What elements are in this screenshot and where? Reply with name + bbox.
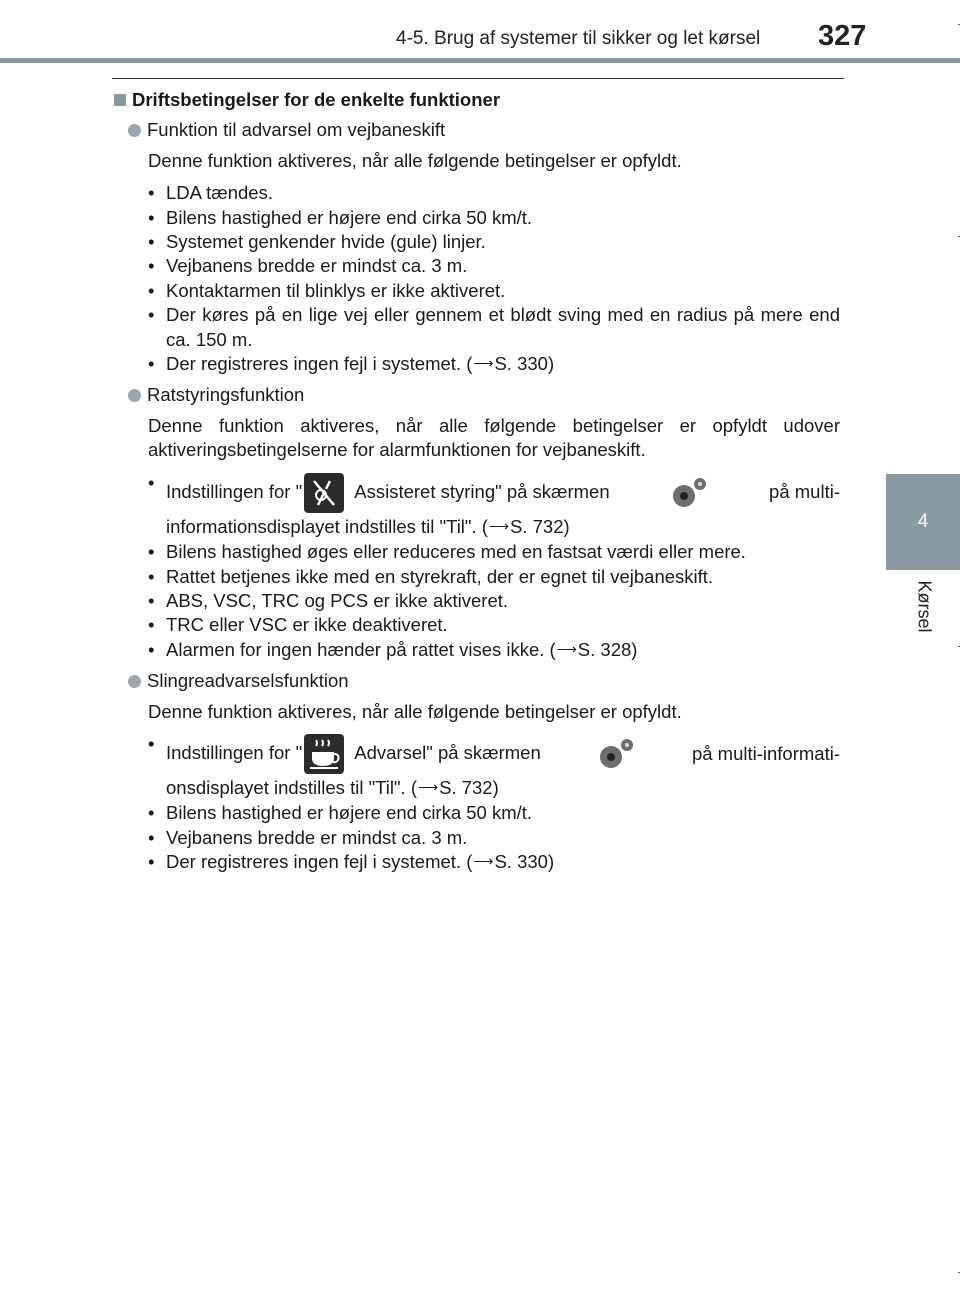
condition-item: • Kontaktarmen til blinklys er ikke aktiveret. <box>112 279 840 303</box>
condition-item: • Systemet genkender hvide (gule) linjer. <box>112 230 840 254</box>
condition-text: på multi- <box>769 481 840 503</box>
chapter-label-text: Kørsel <box>914 579 935 633</box>
section-heading <box>112 88 840 112</box>
icon-condition-line <box>166 732 840 776</box>
arrow-icon: ⟶ <box>488 517 509 534</box>
main-content <box>112 88 840 882</box>
round-bullet-icon <box>128 124 141 137</box>
header-bar <box>0 58 960 63</box>
condition-text: informationsdisplayet indstilles til "Til". ( <box>166 515 488 537</box>
arrow-icon: ⟶ <box>473 853 494 870</box>
round-bullet-icon <box>128 389 141 402</box>
function-title <box>128 669 840 693</box>
content-rule <box>112 78 844 79</box>
condition-item: • Rattet betjenes ikke med en styrekraft, der er egnet til vejbaneskift. <box>112 565 840 589</box>
arrow-icon: ⟶ <box>417 778 439 795</box>
page-reference-link[interactable]: S. 330 <box>494 353 548 375</box>
condition-text: • Indstillingen for " Assisteret styring" på skærmen <box>166 473 610 513</box>
condition-item <box>112 850 840 875</box>
icon-condition-line <box>166 471 840 515</box>
condition-text: Der registreres ingen fejl i systemet. ( <box>166 353 473 375</box>
condition-text: ) <box>631 638 638 660</box>
condition-item: • TRC eller VSC er ikke deaktiveret. <box>112 613 840 637</box>
function-description: Denne funktion aktiveres, når alle følgende betingelser er opfyldt. <box>148 149 682 171</box>
condition-text: Der registreres ingen fejl i systemet. ( <box>166 851 473 873</box>
condition-list <box>112 181 840 377</box>
page-reference-link[interactable]: S. 330 <box>494 851 548 873</box>
condition-item: • ABS, VSC, TRC og PCS er ikke aktiveret. <box>112 589 840 613</box>
condition-text: Alarmen for ingen hænder på rattet vises ikke. ( <box>166 638 556 660</box>
gear-icon <box>666 472 712 514</box>
page-reference-link[interactable]: S. 732 <box>510 515 564 537</box>
gear-icon <box>593 733 639 775</box>
condition-text: ) <box>547 851 555 873</box>
section-heading-text: Driftsbetingelser for de enkelte funktioner <box>132 89 501 110</box>
condition-item: • Vejbanens bredde er mindst ca. 3 m. <box>112 254 840 278</box>
square-bullet-icon <box>114 94 126 106</box>
condition-list <box>112 471 840 663</box>
condition-item: • Bilens hastighed øges eller reduceres med en fastsat værdi eller mere. <box>112 540 840 564</box>
condition-item <box>112 732 840 801</box>
round-bullet-icon <box>128 675 141 688</box>
function-description: Denne funktion aktiveres, når alle følgende betingelser er opfyldt udover aktiveringsbetingelserne for alarmfunktionen for vejbaneskift. <box>148 414 840 461</box>
condition-text: • Indstillingen for " Advarsel" på skærmen <box>166 734 541 774</box>
coffee-cup-icon <box>304 734 344 774</box>
function-title-text: Funktion til advarsel om vejbaneskift <box>147 119 446 141</box>
condition-text: ) <box>492 776 499 798</box>
function-title <box>128 118 840 142</box>
chapter-number: 4 <box>917 511 929 532</box>
arrow-icon: ⟶ <box>473 355 494 372</box>
steering-assist-icon <box>304 473 344 513</box>
condition-item <box>112 352 840 377</box>
condition-item: • LDA tændes. <box>112 181 840 205</box>
condition-text: på multi-informati- <box>691 742 840 764</box>
icon-condition-row <box>166 733 840 775</box>
function-title-text: Ratstyringsfunktion <box>147 384 305 406</box>
function-title-text: Slingreadvarselsfunktion <box>147 670 349 692</box>
icon-condition-row <box>166 472 840 514</box>
condition-text: ) <box>563 515 570 537</box>
function-description: Denne funktion aktiveres, når alle følgende betingelser er opfyldt. <box>148 700 682 722</box>
condition-item: • Bilens hastighed er højere end cirka 50 km/t. <box>112 206 840 230</box>
page-reference-link[interactable]: S. 732 <box>439 776 493 798</box>
condition-item: • Vejbanens bredde er mindst ca. 3 m. <box>112 826 840 850</box>
condition-item: • Bilens hastighed er højere end cirka 50 km/t. <box>112 801 840 825</box>
condition-item <box>112 638 840 663</box>
page-number: 327 <box>818 20 867 52</box>
condition-text: ) <box>547 353 555 375</box>
chapter-tab <box>886 474 960 570</box>
header-title: 4-5. Brug af systemer til sikker og let kørsel <box>396 28 761 49</box>
page-reference-link[interactable]: S. 328 <box>577 638 632 660</box>
condition-list <box>112 732 840 876</box>
arrow-icon: ⟶ <box>556 640 577 657</box>
condition-item: • Der køres på en lige vej eller gennem et blødt sving med en radius på mere end ca. 150 m. <box>112 303 840 352</box>
function-title <box>128 383 840 407</box>
chapter-label <box>879 576 960 636</box>
condition-item <box>112 471 840 540</box>
condition-text: onsdisplayet indstilles til "Til". ( <box>166 776 417 798</box>
